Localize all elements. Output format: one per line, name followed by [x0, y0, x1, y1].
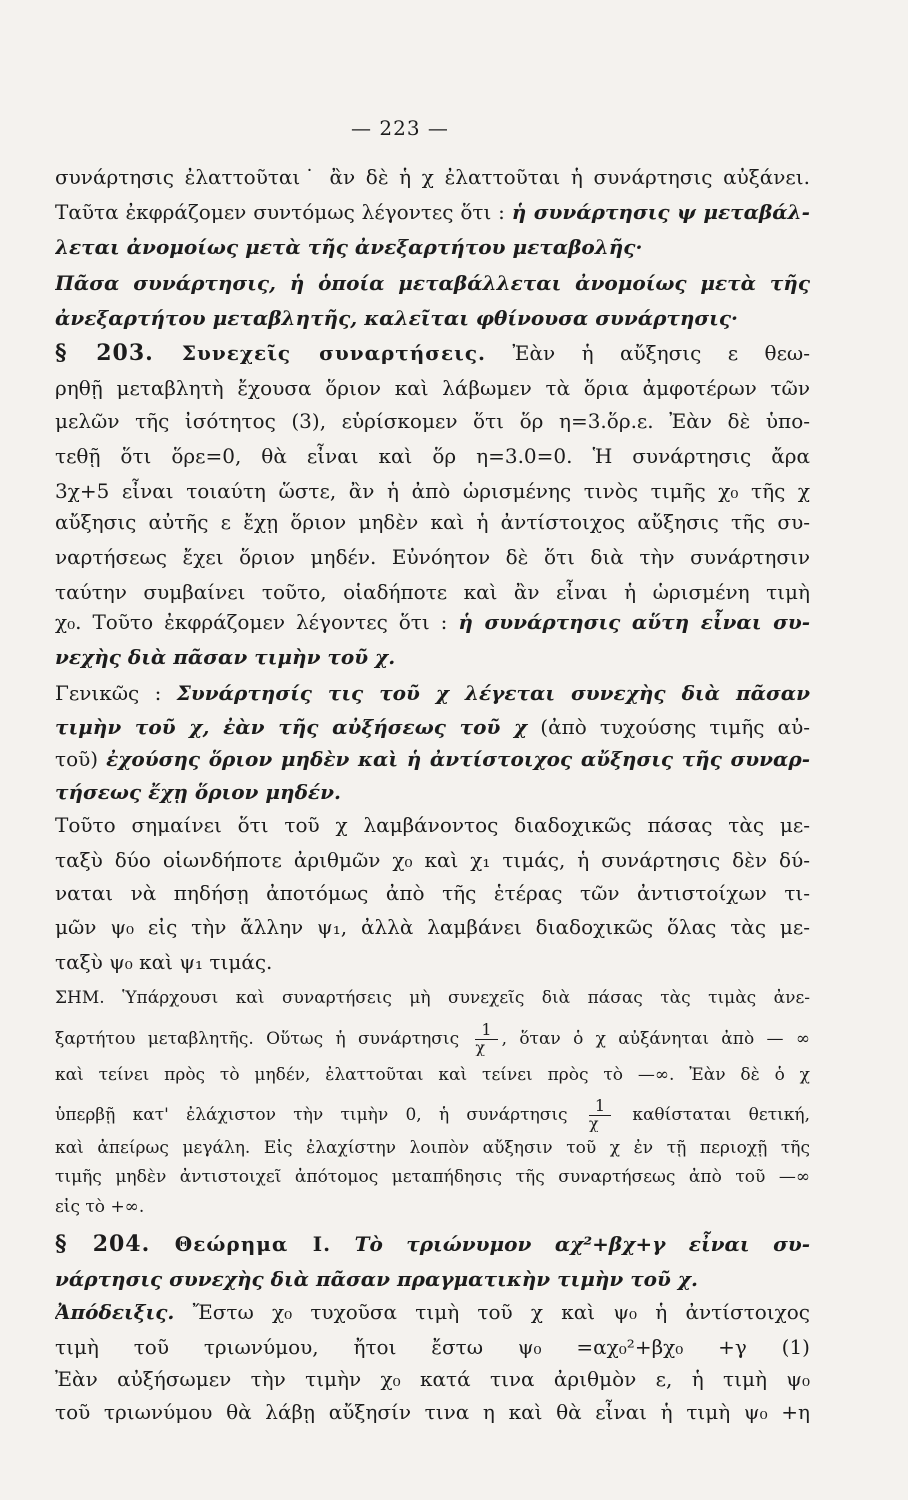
- text-line: [55, 195, 810, 229]
- text-line: [55, 1227, 810, 1261]
- line-text: τοῦ): [55, 747, 107, 771]
- emphasized-text: λεται ἀνομοίως μετὰ τῆς ἀνεξαρτήτου μεταβολῆς·: [55, 235, 643, 259]
- line-text: Γενικῶς :: [55, 681, 177, 705]
- emphasized-text: ἐχούσης ὅριον μηδὲν καὶ ἡ ἀντίστοιχος αὔξησις τῆς συναρ-: [106, 747, 810, 771]
- text-line: [55, 266, 810, 300]
- line-text: ναται νὰ πηδήσῃ ἀποτόμως ἀπὸ τῆς ἑτέρας τῶν ἀντιστοίχων τι-: [55, 881, 810, 905]
- line-text: Ἐὰν ἡ αὔξησις ε θεω-: [486, 341, 810, 365]
- text-line: [55, 808, 810, 842]
- line-text: 3χ+5 εἶναι τοιαύτη ὥστε, ἂν ἡ ἀπὸ ὡρισμένης τινὸς τιμῆς χ₀ τῆς χ: [55, 479, 810, 503]
- emphasized-text: νεχὴς διὰ πᾶσαν τιμὴν τοῦ χ.: [55, 645, 396, 669]
- text-line: [55, 1160, 810, 1194]
- text-line: [55, 505, 810, 539]
- emphasized-text: τήσεως ἔχῃ ὅριον μηδέν.: [55, 780, 341, 804]
- line-text: ταξὺ δύο οἱωνδήποτε ἀριθμῶν χ₀ καὶ χ₁ τιμάς, ἡ συνάρτησις δὲν δύ-: [55, 848, 810, 872]
- section-number: § 203.: [55, 340, 154, 366]
- fraction: [589, 1098, 611, 1132]
- emphasized-text: Ἀπόδειξις.: [55, 1300, 175, 1324]
- text-line: [55, 843, 810, 877]
- fraction-numerator: 1: [589, 1098, 611, 1116]
- text-line: [55, 945, 810, 979]
- text-line: [55, 1395, 810, 1429]
- text-line: [55, 710, 810, 744]
- text-line: [55, 540, 810, 574]
- text-line: [55, 676, 810, 710]
- page-number: — 223 —: [351, 116, 449, 140]
- emphasized-text: νάρτησις συνεχὴς διὰ πᾶσαν πραγματικὴν τιμὴν τοῦ χ.: [55, 1267, 698, 1291]
- line-text: Τοῦτο σημαίνει ὅτι τοῦ χ λαμβάνοντος διαδοχικῶς πάσας τὰς με-: [55, 813, 810, 837]
- text-line: [55, 575, 810, 609]
- line-text: ΣΗΜ. Ὑπάρχουσι καὶ συναρτήσεις μὴ συνεχεῖς διὰ πάσας τὰς τιμὰς ἀνε-: [55, 988, 810, 1008]
- line-text: τιμὴ τοῦ τριωνύμου, ἤτοι ἔστω ψ₀ =αχ₀²+βχ₀ +γ (1): [55, 1335, 810, 1359]
- line-text: Ἐὰν αὐξήσωμεν τὴν τιμὴν χ₀ κατά τινα ἀριθμὸν ε, ἡ τιμὴ ψ₀: [55, 1367, 810, 1391]
- text-line: [55, 1330, 810, 1364]
- text-line: [55, 474, 810, 508]
- line-text: τιμῆς μηδὲν ἀντιστοιχεῖ ἀπότομος μεταπήδησις τῆς συναρτήσεως ἀπὸ τοῦ —∞: [55, 1167, 810, 1187]
- text-line: [55, 336, 810, 370]
- line-text: ὑπερβῇ κατ' ἐλάχιστον τὴν τιμὴν 0, ἡ συνάρτησις: [55, 1105, 585, 1125]
- text-line: [55, 1022, 810, 1056]
- line-text: , ὅταν ὁ χ αὐξάνηται ἀπὸ — ∞: [501, 1029, 810, 1049]
- text-line: [55, 605, 810, 639]
- line-text: συνάρτησις ἐλαττοῦται˙ ἂν δὲ ἡ χ ἐλαττοῦται ἡ συνάρτησις αὐξάνει.: [55, 165, 810, 189]
- emphasized-text: Τὸ τριώνυμον αχ²+βχ+γ εἶναι συ-: [331, 1232, 810, 1256]
- text-line: [55, 775, 810, 809]
- emphasized-text: ἀνεξαρτήτου μεταβλητῆς, καλεῖται φθίνουσα συνάρτησις·: [55, 306, 738, 330]
- fraction-denominator: χ: [475, 1038, 486, 1056]
- text-line: [55, 404, 810, 438]
- line-text: Ταῦτα ἐκφράζομεν συντόμως λέγοντες ὅτι :: [55, 200, 512, 224]
- text-line: [55, 1262, 810, 1296]
- line-text: εἰς τὸ +∞.: [55, 1197, 145, 1217]
- text-line: [55, 742, 810, 776]
- text-line: [55, 876, 810, 910]
- text-line: [55, 1058, 810, 1092]
- fraction: [475, 1022, 497, 1056]
- text-line: [55, 981, 810, 1015]
- section-heading: Συνεχεῖς συναρτήσεις.: [153, 341, 486, 365]
- line-text: ναρτήσεως ἔχει ὅριον μηδέν. Εὐνόητον δὲ ὅτι διὰ τὴν συνάρτησιν: [55, 545, 810, 569]
- line-text: ταύτην συμβαίνει τοῦτο, οἱαδήποτε καὶ ἂν εἶναι ἡ ὡρισμένη τιμὴ: [55, 580, 810, 604]
- line-text: χ₀. Τοῦτο ἐκφράζομεν λέγοντες ὅτι :: [55, 610, 459, 634]
- line-text: τεθῇ ὅτι ὅρε=0, θὰ εἶναι καὶ ὅρ η=3.0=0. Ἡ συνάρτησις ἄρα: [55, 444, 810, 468]
- line-text: καὶ τείνει πρὸς τὸ μηδέν, ἐλαττοῦται καὶ τείνει πρὸς τὸ —∞. Ἐὰν δὲ ὁ χ: [55, 1065, 810, 1085]
- text-line: [55, 301, 810, 335]
- fraction-denominator: χ: [588, 1114, 599, 1132]
- line-text: αὔξησις αὐτῆς ε ἔχῃ ὅριον μηδὲν καὶ ἡ ἀντίστοιχος αὔξησις τῆς συ-: [55, 510, 810, 534]
- section-number: § 204.: [55, 1231, 151, 1257]
- section-heading: Θεώρημα Ι.: [150, 1232, 332, 1256]
- text-line: [55, 1362, 810, 1396]
- text-line: [55, 1098, 810, 1132]
- text-line: [55, 1295, 810, 1329]
- line-text: καὶ ἀπείρως μεγάλη. Εἰς ἐλαχίστην λοιπὸν αὔξησιν τοῦ χ ἐν τῇ περιοχῇ τῆς: [55, 1138, 810, 1158]
- emphasized-text: τιμὴν τοῦ χ, ἐὰν τῆς αὐξήσεως τοῦ χ: [55, 715, 528, 739]
- text-line: [55, 910, 810, 944]
- text-line: [55, 439, 810, 473]
- line-text: ρηθῇ μεταβλητὴ ἔχουσα ὅριον καὶ λάβωμεν τὰ ὅρια ἀμφοτέρων τῶν: [55, 376, 810, 400]
- text-line: [55, 371, 810, 405]
- text-line: [55, 160, 810, 194]
- line-text: τοῦ τριωνύμου θὰ λάβῃ αὔξησίν τινα η καὶ θὰ εἶναι ἡ τιμὴ ψ₀ +η: [55, 1400, 810, 1424]
- text-line: [55, 1190, 810, 1224]
- line-text: μελῶν τῆς ἰσότητος (3), εὑρίσκομεν ὅτι ὅρ η=3.ὅρ.ε. Ἐὰν δὲ ὑπο-: [55, 409, 810, 433]
- emphasized-text: Συνάρτησίς τις τοῦ χ λέγεται συνεχὴς διὰ πᾶσαν: [176, 681, 810, 705]
- line-text: ταξὺ ψ₀ καὶ ψ₁ τιμάς.: [55, 950, 273, 974]
- line-text: ξαρτήτου μεταβλητῆς. Οὕτως ἡ συνάρτησις: [55, 1029, 472, 1049]
- text-line: [55, 640, 810, 674]
- line-text: μῶν ψ₀ εἰς τὴν ἄλλην ψ₁, ἀλλὰ λαμβάνει διαδοχικῶς ὅλας τὰς με-: [55, 915, 810, 939]
- line-text: (ἀπὸ τυχούσης τιμῆς αὐ-: [527, 715, 810, 739]
- line-text: καθίσταται θετική,: [615, 1105, 810, 1125]
- emphasized-text: ἡ συνάρτησις αὕτη εἶναι συ-: [458, 610, 810, 634]
- text-line: [55, 230, 810, 264]
- fraction-numerator: 1: [475, 1022, 497, 1040]
- emphasized-text: Πᾶσα συνάρτησις, ἡ ὁποία μεταβάλλεται ἀνομοίως μετὰ τῆς: [55, 271, 810, 295]
- line-text: Ἔστω χ₀ τυχοῦσα τιμὴ τοῦ χ καὶ ψ₀ ἡ ἀντίστοιχος: [174, 1300, 810, 1324]
- emphasized-text: ἡ συνάρτησις ψ μεταβάλ-: [511, 200, 810, 224]
